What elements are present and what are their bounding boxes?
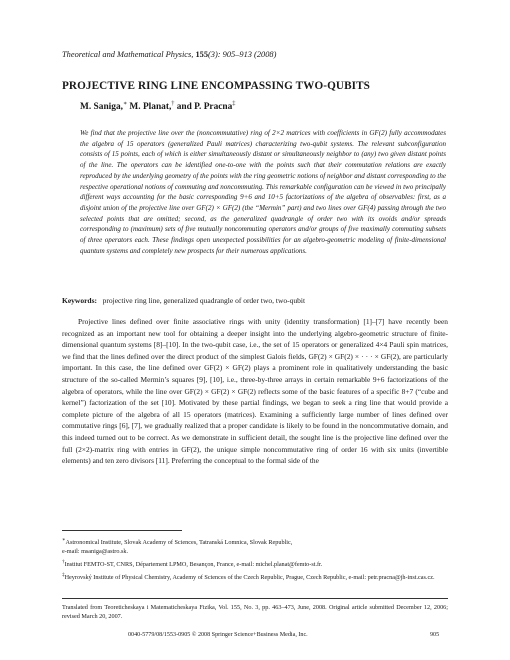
journal-name: Theoretical and Mathematical Physics xyxy=(62,50,192,59)
journal-issue-pages: (3): 905–913 (2008) xyxy=(208,50,277,59)
author-pracna: and P. Pracna xyxy=(174,102,233,113)
keywords-text: projective ring line, generalized quadrangle of order two, two-qubit xyxy=(102,296,306,305)
footnote-2-mark: † xyxy=(62,558,65,565)
author-planat: M. Planat, xyxy=(127,102,172,113)
author-saniga: M. Saniga, xyxy=(80,102,123,113)
footnote-divider xyxy=(62,530,182,531)
translation-note: Translated from Teoreticheskaya i Matematicheskaya Fizika, Vol. 155, No. 3, pp. 463–473, June, 2008. Original article submitted December 12, 2006; revised March 20, 2007. xyxy=(62,604,448,621)
footnote-1-email: e-mail: msaniga@astro.sk. xyxy=(62,548,129,556)
footnote-3-text: Heyrovský Institute of Physical Chemistry, Academy of Sciences of the Czech Republic, Prague, Czech Republic, e-mail: petr.pracna@jh-inst.cas.cz. xyxy=(64,574,435,582)
author-mark-1: ∗ xyxy=(122,101,128,107)
footnote-3 xyxy=(62,571,448,582)
footnote-1-text: Astronomical Institute, Slovak Academy of Sciences, Tatranská Lomnica, Slovak Republic, xyxy=(65,539,293,547)
footnote-2 xyxy=(62,558,448,569)
abstract: We find that the projective line over the (noncommutative) ring of 2×2 matrices with coefficients in GF(2) fully accommodates the algebra of 15 operators (generalized Pauli matrices) characterizing two-qubit systems. The relevant subconfiguration consists of 15 points, each of which is either simultaneously distant or simultaneously neighbor to (any) two given distant points of the line. The operators can be identified one-to-one with the points such that their commutation relations are exactly reproduced by the underlying geometry of the points with the ring geometric notions of neighbor and distant corresponding to the respective operational notions of commuting and noncommuting. This remarkable configuration can be viewed in two principally different ways accounting for the basic corresponding 9+6 and 10+5 factorizations of the algebra of observables: first, as a disjoint union of the projective line over GF(2) × GF(2) (the “Mermin” part) and two lines over GF(4) passing through the two selected points that are omitted; second, as the generalized quadrangle of order two with its ovoids and/or spreads corresponding to (maximum) sets of five mutually noncommuting operators and/or groups of five maximally commuting subsets of three operators each. These findings open unexpected possibilities for an algebro-geometric modeling of finite-dimensional quantum systems and completely new prospects for their numerous applications. xyxy=(80,129,446,255)
page-number: 905 xyxy=(430,632,440,638)
footnote-2-text: Institut FEMTO-ST, CNRS, Département LPMO, Besançon, France, e-mail: michel.planat@femto-st.fr. xyxy=(64,560,323,568)
footnote-1 xyxy=(62,536,448,557)
journal-volume: 155 xyxy=(195,50,208,59)
translation-divider xyxy=(62,598,448,599)
footnote-1-mark: ∗ xyxy=(62,537,66,543)
author-list xyxy=(80,100,235,112)
keywords-label: Keywords: xyxy=(62,296,97,305)
footnotes xyxy=(62,536,448,584)
journal-header: Theoretical and Mathematical Physics, 155(3): 905–913 (2008) xyxy=(62,50,277,59)
body-paragraph: Projective lines defined over finite associative rings with unity (identity transformation) [1]–[7] have recently been recognized as an important new tool for obtaining a deeper insight into the underlying algebro-geometric structure of finite-dimensional quantum systems [8]–[10]. In the two-qubit case, i.e., the set of 15 operators or generalized 4×4 Pauli spin matrices, we find that the lines defined over the direct product of the simplest Galois fields, GF(2) × GF(2) × · · · × GF(2), are particularly important. In this case, the line defined over GF(2) × GF(2) plays a prominent role in qualitatively understanding the basic structure of the so-called Mermin’s squares [9], [10], i.e., three-by-three arrays in certain remarkable 9+6 factorizations of the algebra of operators, while the line over GF(2) × GF(2) × GF(2) reflects some of the basic features of a specific 8+7 (“cube and kernel”) factorization of the set [10]. Motivated by these partial findings, we began to seek a ring line that would provide a complete picture of the algebra of all 15 operators (matrices). Examining a sufficiently large number of lines defined over commutative rings [6], [7], we gradually realized that a proper candidate is likely to be found in the noncommutative domain, and this indeed turned out to be correct. As we demonstrate in sufficient detail, the sought line is the projective line defined over the full (2×2)-matrix ring with entries in GF(2), the unique simple noncommutative ring of order 16 with six units (invertible elements) and ten zero divisors [11]. Preferring the conceptual to the formal side of the xyxy=(62,317,448,466)
author-mark-3: ‡ xyxy=(232,101,236,107)
keywords xyxy=(62,296,462,305)
paper-title: PROJECTIVE RING LINE ENCOMPASSING TWO-QUBITS xyxy=(62,80,370,92)
copyright-line: 0040-5779/08/1553-0905 © 2008 Springer Science+Business Media, Inc. xyxy=(128,632,308,638)
footnote-3-mark: ‡ xyxy=(62,572,65,579)
author-mark-2: † xyxy=(171,101,175,107)
